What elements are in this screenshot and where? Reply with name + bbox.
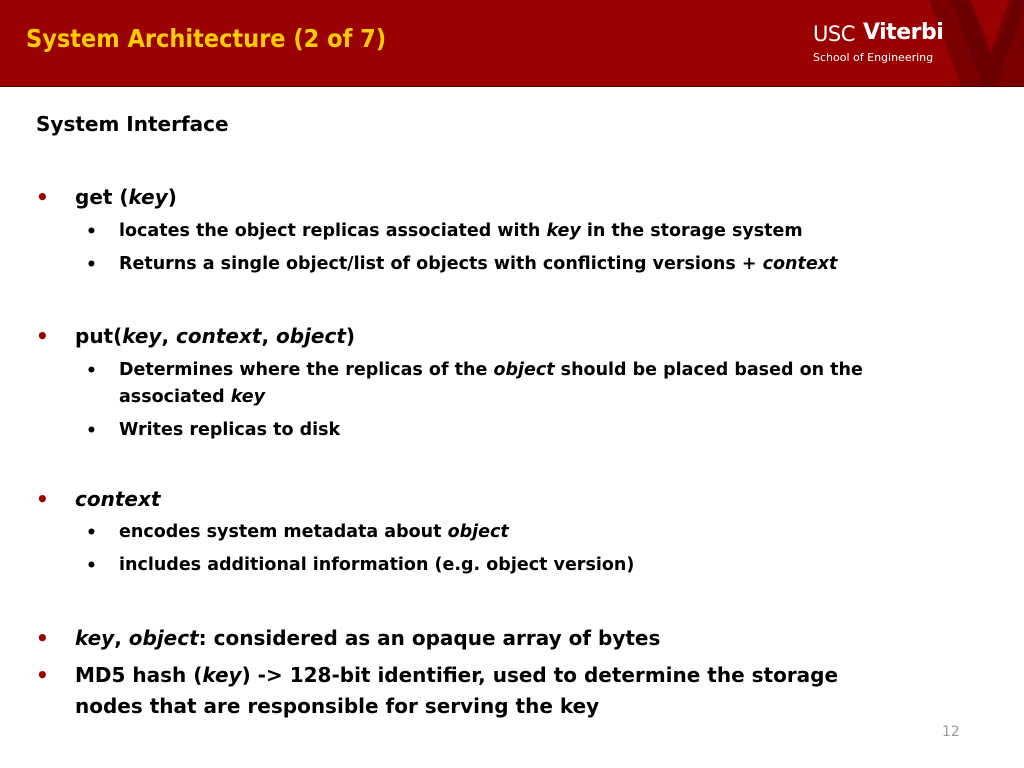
bullet-marker: • bbox=[36, 663, 49, 687]
bullet-key-object: key, object: considered as an opaque array of bytes bbox=[75, 626, 661, 650]
sub-bullet-get-returns: Returns a single object/list of objects with conflicting versions + context bbox=[119, 254, 838, 274]
bullet-get: get (key) bbox=[75, 185, 177, 209]
sub-bullet-marker: • bbox=[86, 222, 97, 242]
slide-title: System Architecture (2 of 7) bbox=[26, 24, 387, 53]
bullet-marker: • bbox=[36, 185, 49, 209]
bullet-context: context bbox=[75, 487, 161, 511]
sub-bullet-context-includes: includes additional information (e.g. object version) bbox=[119, 555, 635, 575]
bullet-md5: MD5 hash (key) -> 128-bit identifier, used to determine the storage bbox=[75, 663, 839, 687]
sub-bullet-put-determines: Determines where the replicas of the object should be placed based on the bbox=[119, 360, 863, 380]
sub-bullet-marker: • bbox=[86, 255, 97, 275]
bullet-marker: • bbox=[36, 324, 49, 348]
bullet-md5-cont: nodes that are responsible for serving the key bbox=[75, 694, 600, 718]
section-heading: System Interface bbox=[36, 112, 229, 136]
sub-bullet-put-determines-cont: associated key bbox=[119, 387, 265, 407]
sub-bullet-put-writes: Writes replicas to disk bbox=[119, 420, 341, 440]
bullet-put: put(key, context, object) bbox=[75, 324, 356, 348]
sub-bullet-marker: • bbox=[86, 361, 97, 381]
logo-viterbi-text: Viterbi bbox=[863, 20, 944, 45]
bullet-marker: • bbox=[36, 487, 49, 511]
sub-bullet-get-locates: locates the object replicas associated with key in the storage system bbox=[119, 221, 803, 241]
sub-bullet-marker: • bbox=[86, 421, 97, 441]
sub-bullet-marker: • bbox=[86, 523, 97, 543]
sub-bullet-marker: • bbox=[86, 556, 97, 576]
bullet-marker: • bbox=[36, 626, 49, 650]
page-number: 12 bbox=[942, 724, 960, 740]
sub-bullet-context-encodes: encodes system metadata about object bbox=[119, 522, 509, 542]
logo-school-text: School of Engineering bbox=[813, 51, 934, 64]
logo-usc-text: USC bbox=[813, 22, 855, 46]
